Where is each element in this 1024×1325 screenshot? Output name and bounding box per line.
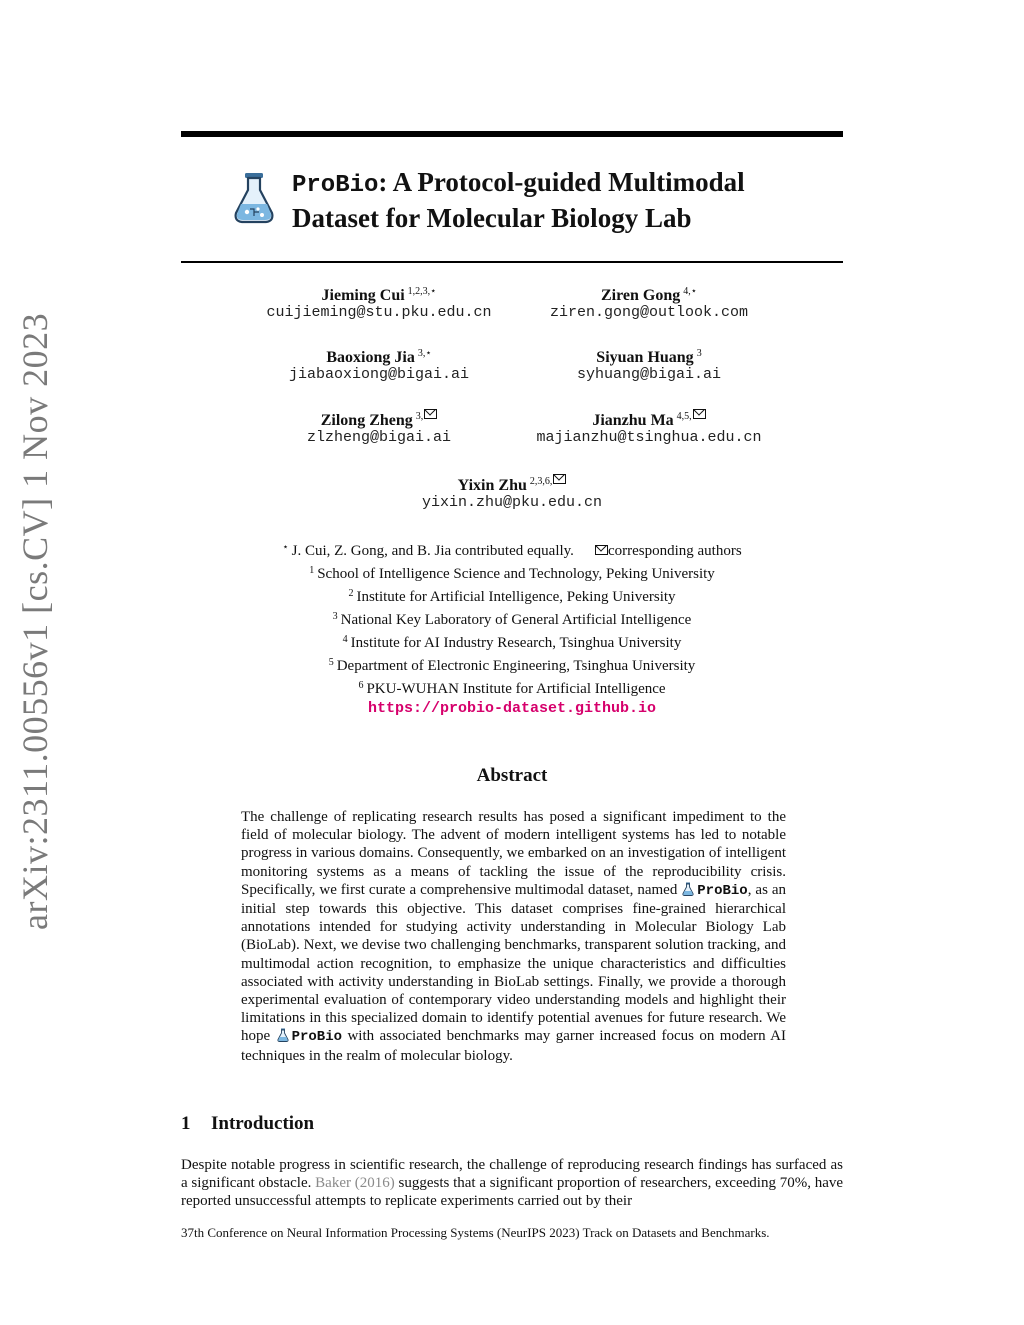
author-email: majianzhu@tsinghua.edu.cn (536, 429, 762, 446)
author-email: ziren.gong@outlook.com (549, 304, 749, 321)
affiliation-line: $^4$ Institute for AI Industry Research, Tsinghua University (342, 634, 682, 651)
conference-footnote: 37th Conference on Neural Information Processing Systems (NeurIPS 2023) Track on Datasets and Benchmarks. (181, 1225, 770, 1240)
author-block (347, 471, 677, 513)
flask-logo-icon (232, 171, 276, 225)
top-rule (181, 131, 843, 137)
title-rule (181, 261, 843, 263)
author-email: zlzheng@bigai.ai (306, 429, 452, 446)
author-email: yixin.zhu@pku.edu.cn (421, 494, 603, 511)
title-line-2: Dataset for Molecular Biology Lab (292, 203, 692, 233)
author-affil-marks: 3,⋆ (417, 348, 432, 359)
paper-title (292, 166, 852, 235)
author-email: jiabaoxiong@bigai.ai (288, 366, 470, 383)
equal-contribution-note: ⋆ J. Cui, Z. Gong, and B. Jia contributed equally. corresponding authors (282, 542, 742, 559)
author-block (484, 343, 814, 385)
affiliation-line: $^6$ PKU-WUHAN Institute for Artificial Intelligence (358, 680, 666, 697)
author-name: Jieming Cui (321, 287, 405, 304)
envelope-icon (595, 545, 608, 555)
flask-icon (682, 882, 694, 896)
dataset-name: ProBio (697, 882, 748, 899)
author-email: cuijieming@stu.pku.edu.cn (266, 304, 492, 321)
section-heading (181, 1113, 314, 1135)
author-name: Zilong Zheng (320, 412, 413, 429)
affiliation-line: $^1$ School of Intelligence Science and Technology, Peking University (309, 565, 715, 582)
author-name: Baoxiong Jia (326, 349, 415, 366)
author-affil-marks: 1,2,3,⋆ (407, 286, 437, 297)
arxiv-identifier: arXiv:2311.00556v1 [cs.CV] 1 Nov 2023 (15, 312, 55, 930)
author-affil-marks: 4,⋆ (683, 286, 698, 297)
author-block (484, 281, 814, 323)
abstract-heading: Abstract (476, 765, 548, 786)
citation-link[interactable]: Baker (2016) (315, 1175, 395, 1191)
author-block (484, 406, 814, 448)
author-name: Ziren Gong (600, 287, 681, 304)
section-number: 1 (181, 1113, 191, 1134)
author-affil-marks: 2,3,6, (529, 476, 553, 487)
project-url-link[interactable]: https://probio-dataset.github.io (367, 700, 657, 717)
author-affil-marks: 3 (696, 348, 702, 359)
affiliation-line: $^5$ Department of Electronic Engineering, Tsinghua University (328, 657, 696, 674)
star-icon: ⋆ (282, 542, 289, 553)
author-name: Siyuan Huang (596, 349, 694, 366)
envelope-icon (693, 409, 706, 419)
author-name: Jianzhu Ma (592, 412, 674, 429)
author-name: Yixin Zhu (457, 477, 527, 494)
author-affil-marks: 4,5, (676, 411, 692, 422)
corresponding-note: corresponding authors (607, 543, 742, 559)
envelope-icon (553, 474, 566, 484)
affiliation-line: $^2$ Institute for Artificial Intelligence, Peking University (348, 588, 676, 605)
dataset-name: ProBio (291, 1029, 343, 1046)
introduction-paragraph: Despite notable progress in scientific research, the challenge of reproducing research findings has surfaced as a significant obstacle. Baker (2016) suggests that a significant proportion of researchers, exceeding 70%, have reported unsuccessful attempts to replicate experiments carried out by their (181, 1157, 844, 1209)
flask-icon (277, 1028, 289, 1042)
section-title: Introduction (211, 1113, 315, 1134)
dataset-name: ProBio (292, 172, 379, 199)
title-line-1: ProBio: A Protocol-guided Multimodal (292, 167, 745, 199)
affiliations (181, 538, 843, 699)
envelope-icon (424, 409, 437, 419)
author-email: syhuang@bigai.ai (576, 366, 722, 383)
author-affil-marks: 3, (415, 411, 424, 422)
affiliation-line: $^3$ National Key Laboratory of General Artificial Intelligence (332, 611, 692, 628)
abstract-body: The challenge of replicating research results has posed a significant impediment to the field of molecular biology. The advent of modern intelligent systems has led to notable progress in various domains. Consequently, we embarked on an investigation of intelligent monitoring systems as a means of tackling the issue of the reproducibility crisis. Specifically, we first curate a comprehensive multimodal dataset, named ProBio, as an initial step towards this objective. This dataset comprises fine-grained hierarchical annotations intended for studying activity understanding in Molecular Biology Lab (BioLab). Next, we devise two challenging benchmarks, transparent solution tracking, and multimodal action recognition, to emphasize the unique characteristics and difficulties associated with activity understanding in BioLab settings. Finally, we provide a thorough experimental evaluation of contemporary video understanding models and highlight their limitations in this specialized domain to identify potential avenues for future research. We hope ProBio with associated benchmarks may garner increased focus on modern AI techniques in the realm of molecular biology. (241, 809, 787, 1064)
